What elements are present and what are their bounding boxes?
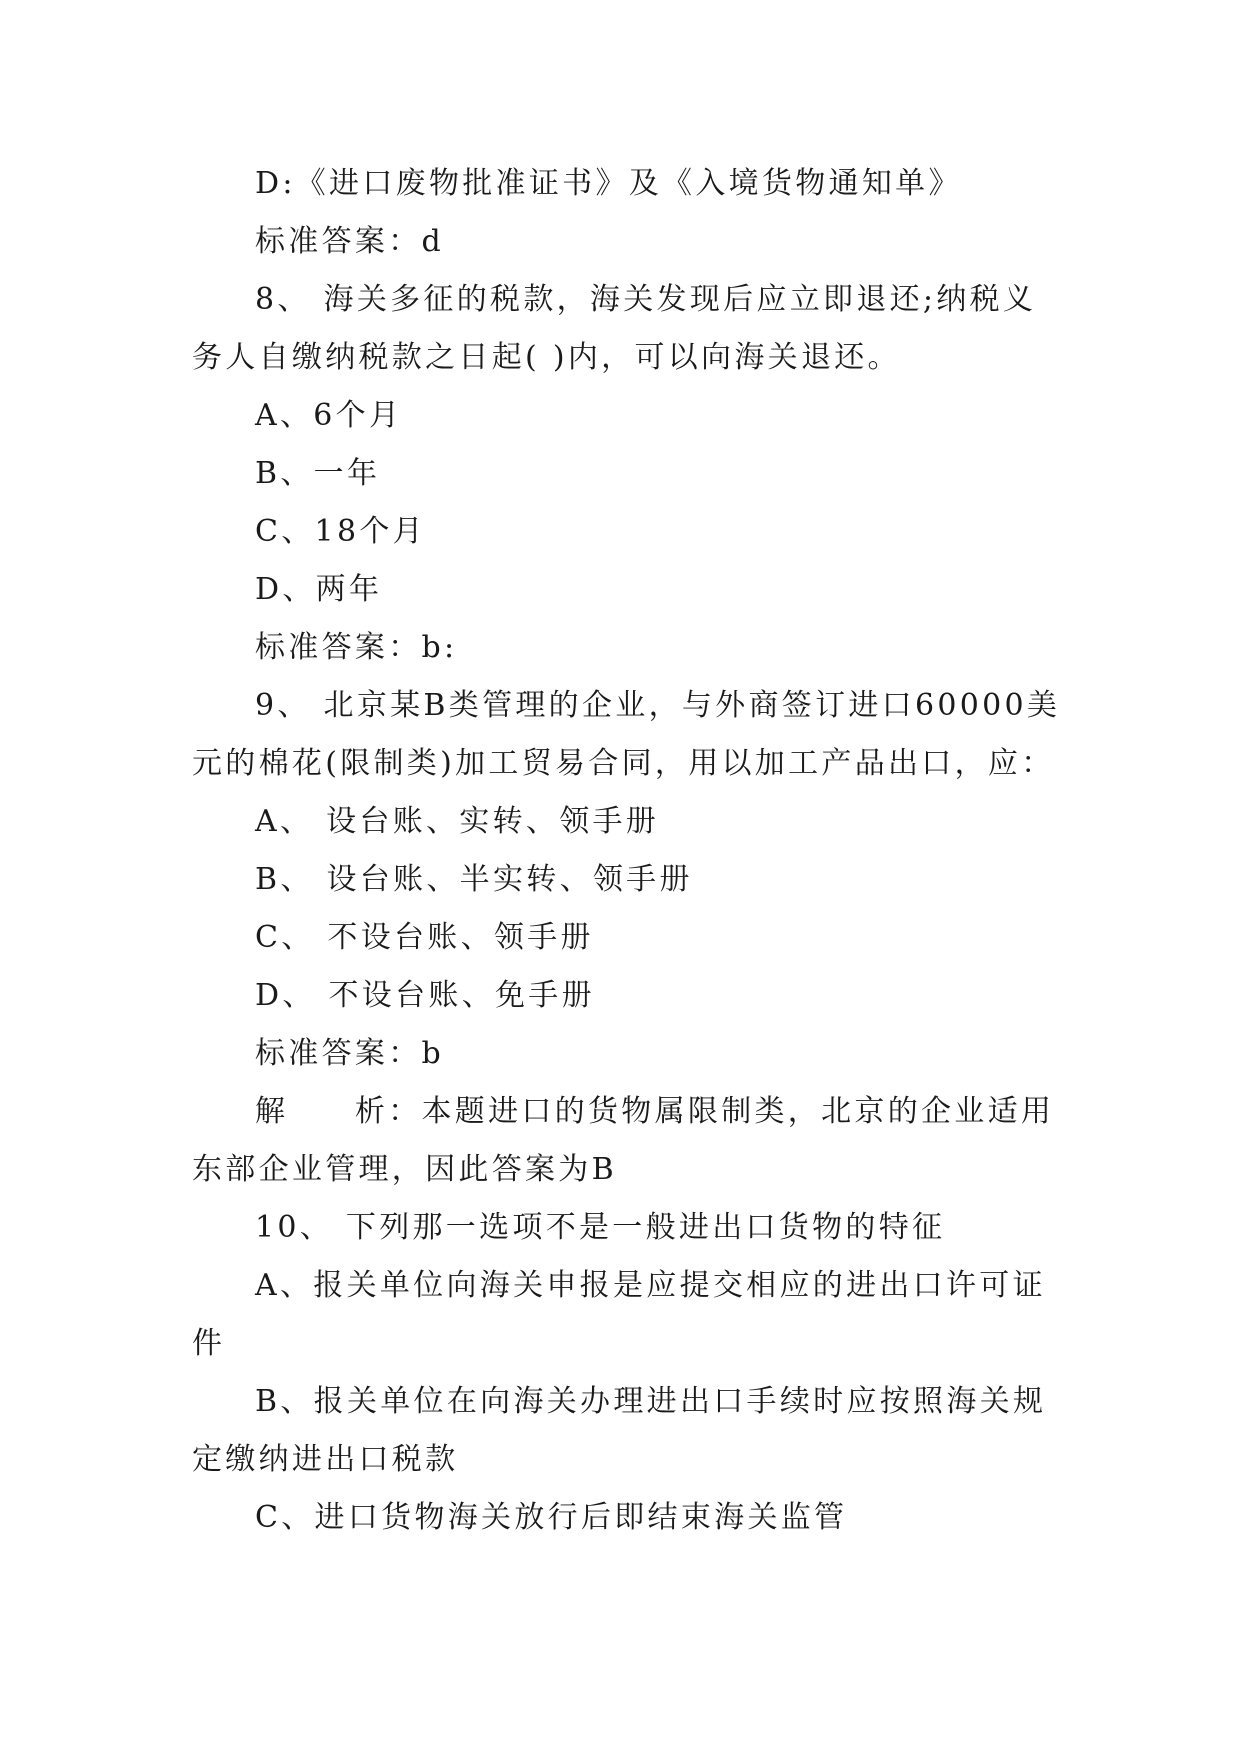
answer-q9: 标准答案：b bbox=[255, 1036, 445, 1071]
option-a-q10-line-2: 件 bbox=[192, 1326, 226, 1361]
option-c-q10: C、进口货物海关放行后即结束海关监管 bbox=[255, 1500, 848, 1535]
option-b-q8: B、一年 bbox=[255, 456, 381, 491]
option-b-q10-line-1: B、报关单位在向海关办理进出口手续时应按照海关规 bbox=[255, 1384, 1047, 1419]
option-b-q9: B、 设台账、半实转、领手册 bbox=[255, 862, 693, 897]
question-10: 10、 下列那一选项不是一般进出口货物的特征 bbox=[255, 1210, 946, 1245]
option-a-q8: A、6个月 bbox=[255, 398, 403, 433]
option-c-q9: C、 不设台账、领手册 bbox=[255, 920, 594, 955]
option-c-q8: C、18个月 bbox=[255, 514, 426, 549]
option-d-q9: D、 不设台账、免手册 bbox=[255, 978, 595, 1013]
option-d-q7: D:《进口废物批准证书》及《入境货物通知单》 bbox=[255, 166, 962, 201]
option-b-q10-line-2: 定缴纳进出口税款 bbox=[192, 1442, 459, 1477]
analysis-q9-line-1: 解 析：本题进口的货物属限制类，北京的企业适用 bbox=[255, 1094, 1055, 1129]
question-8-line-1: 8、 海关多征的税款，海关发现后应立即退还;纳税义 bbox=[255, 282, 1037, 317]
option-a-q9: A、 设台账、实转、领手册 bbox=[255, 804, 660, 839]
option-a-q10-line-1: A、报关单位向海关申报是应提交相应的进出口许可证 bbox=[255, 1268, 1046, 1303]
question-9-line-2: 元的棉花(限制类)加工贸易合同，用以加工产品出口，应： bbox=[192, 746, 1055, 781]
analysis-q9-line-2: 东部企业管理，因此答案为B bbox=[192, 1152, 617, 1187]
answer-q8: 标准答案：b: bbox=[255, 630, 458, 665]
question-8-line-2: 务人自缴纳税款之日起( )内，可以向海关退还。 bbox=[192, 340, 901, 375]
option-d-q8: D、两年 bbox=[255, 572, 383, 607]
answer-q7: 标准答案：d bbox=[255, 224, 445, 259]
question-9-line-1: 9、 北京某B类管理的企业，与外商签订进口60000美 bbox=[255, 688, 1061, 723]
